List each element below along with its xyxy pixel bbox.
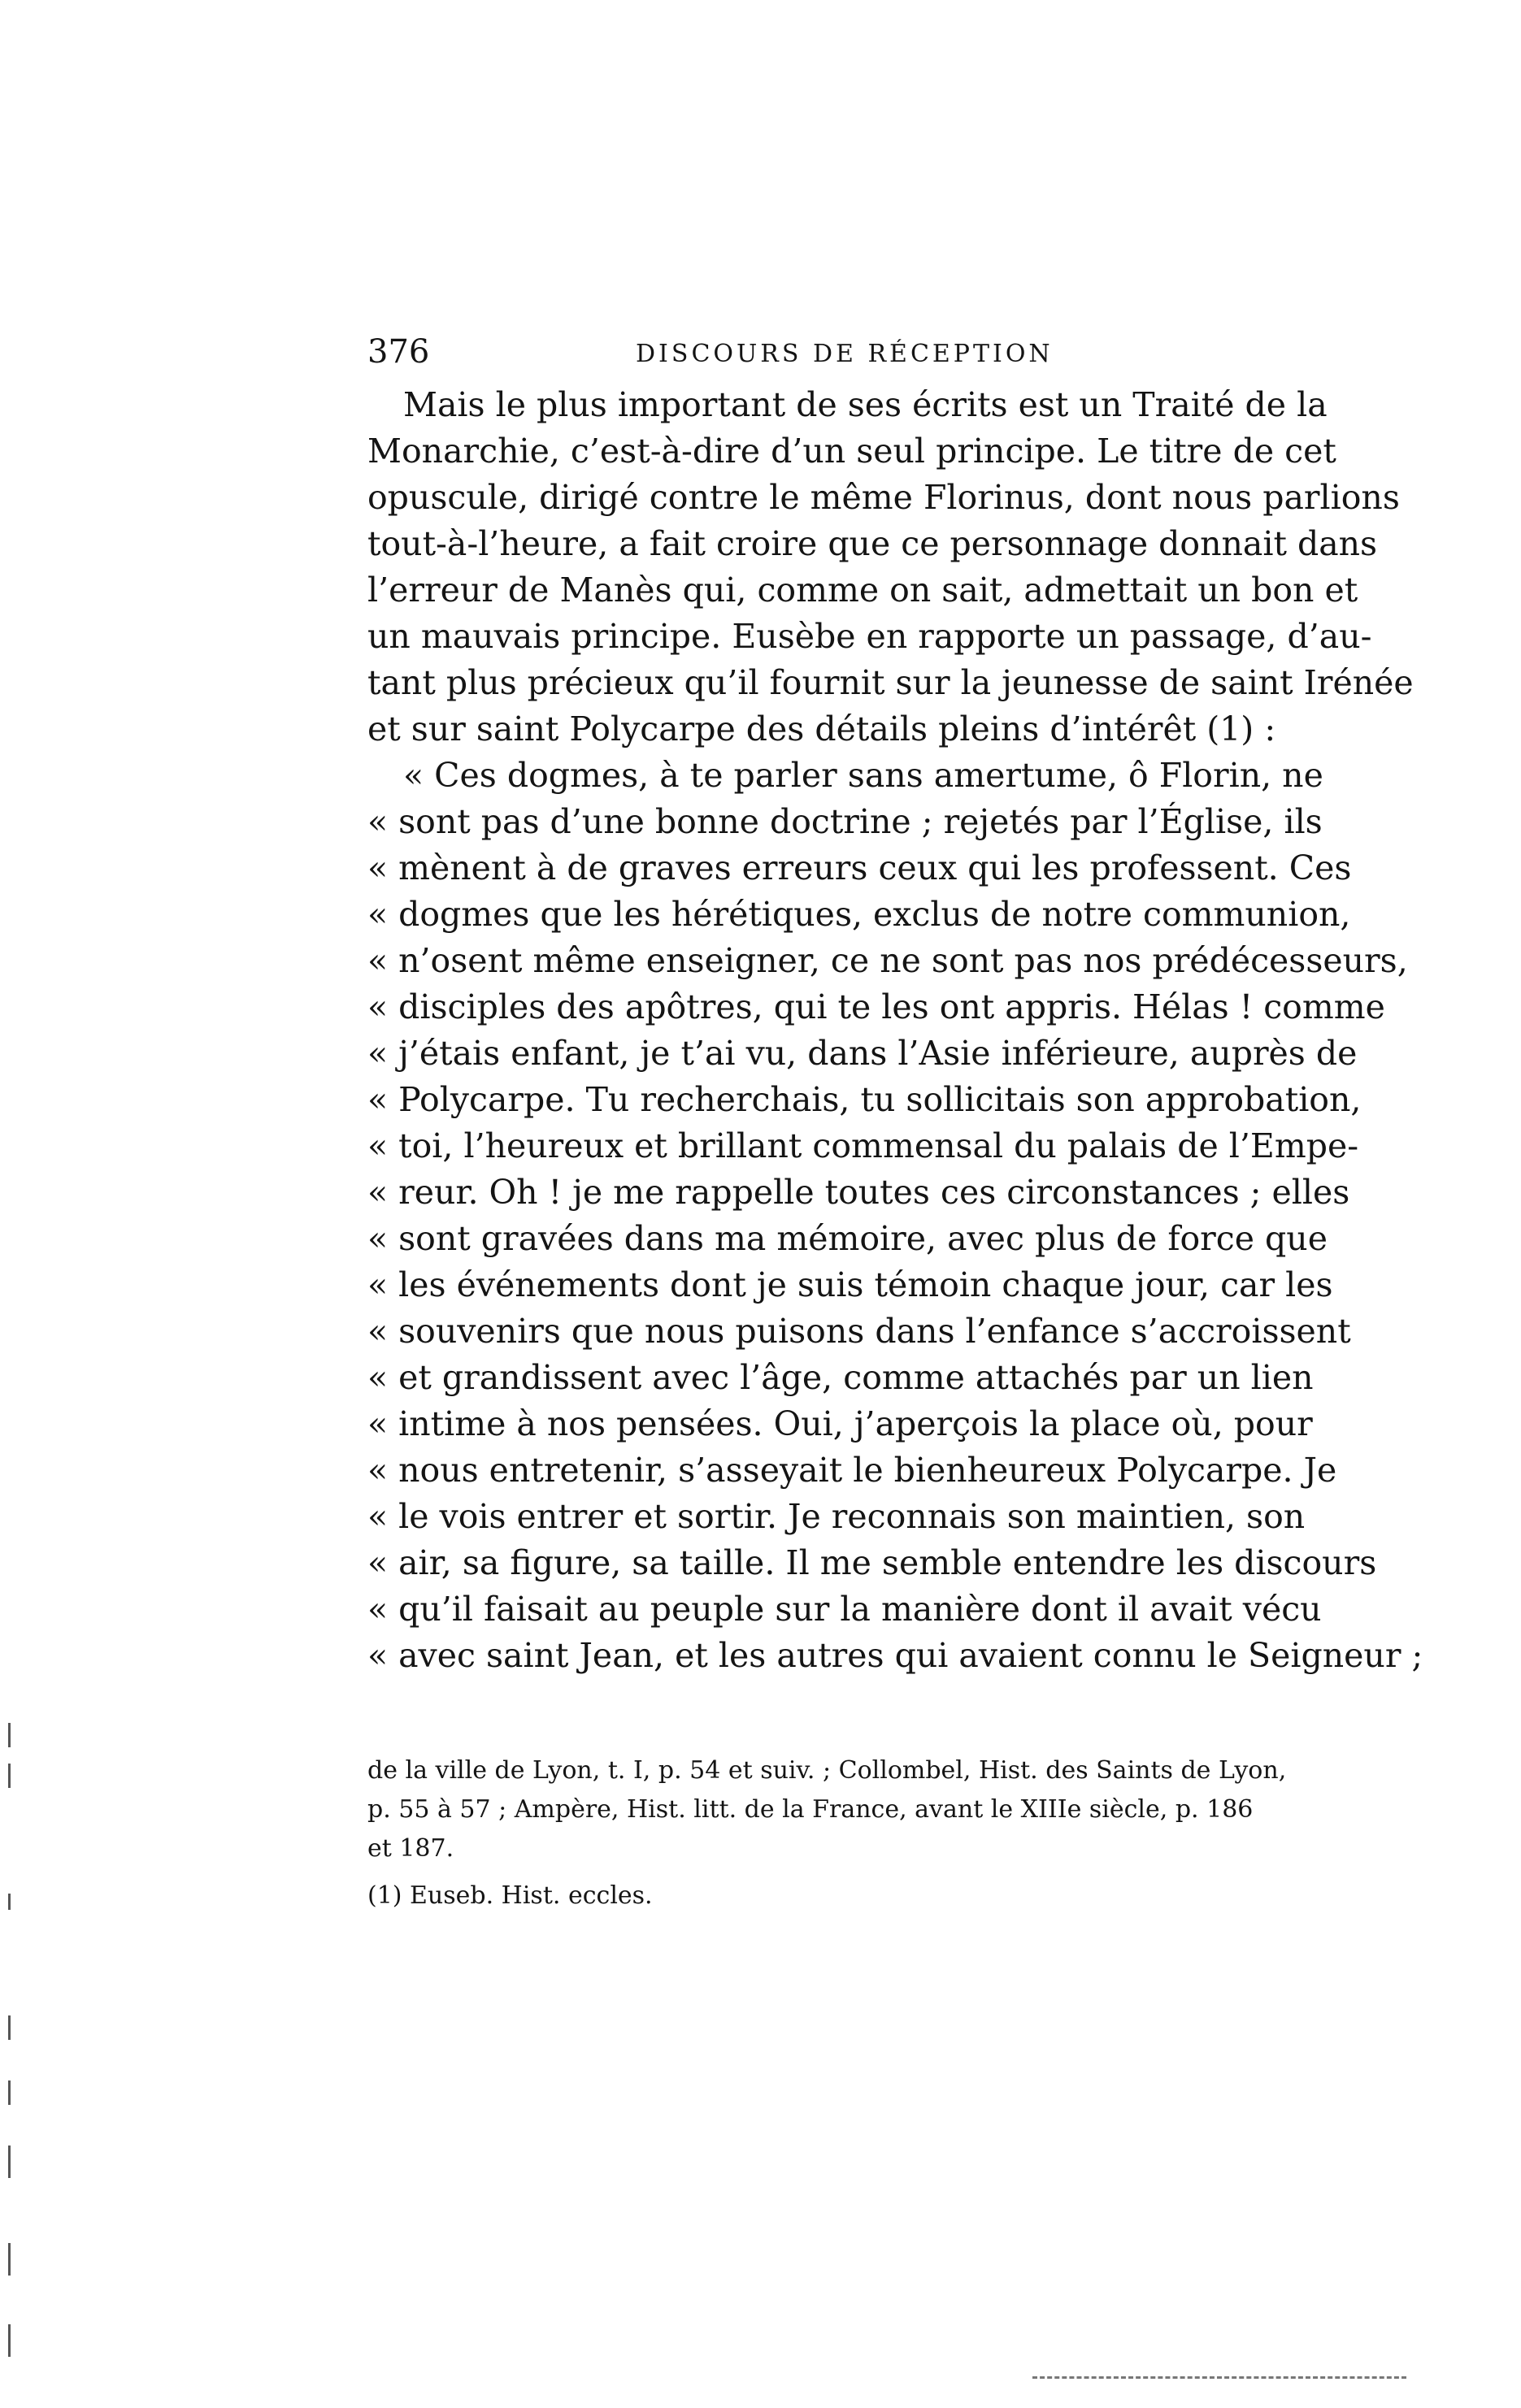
quote-line: « sont pas d’une bonne doctrine ; rejetés par l’Église, ils: [367, 802, 1323, 841]
scan-mark: [8, 2015, 11, 2040]
quote-line: « mènent à de graves erreurs ceux qui les professent. Ces: [367, 848, 1352, 887]
text-line: tant plus précieux qu’il fournit sur la jeunesse de saint Irénée: [367, 663, 1414, 702]
quote-line: « Polycarpe. Tu recherchais, tu sollicitais son approbation,: [367, 1080, 1362, 1119]
quote-line: « qu’il faisait au peuple sur la manière dont il avait vécu: [367, 1590, 1322, 1629]
running-title: DISCOURS DE RÉCEPTION: [636, 340, 1054, 368]
quote-line: « disciples des apôtres, qui te les ont appris. Hélas ! comme: [367, 987, 1385, 1026]
scan-mark: [8, 1894, 11, 1910]
quote-line: « n’osent même enseigner, ce ne sont pas nos prédécesseurs,: [367, 941, 1408, 980]
quote-line: « sont gravées dans ma mémoire, avec plus de force que: [367, 1219, 1328, 1258]
body-text: [367, 382, 1423, 1679]
footnote-1: (1) Euseb. Hist. eccles.: [367, 1881, 653, 1910]
scan-mark: [8, 2243, 11, 2276]
quote-line: « avec saint Jean, et les autres qui avaient connu le Seigneur ;: [367, 1636, 1423, 1675]
scan-mark: [8, 2080, 11, 2105]
text-line: et sur saint Polycarpe des détails pleins d’intérêt (1) :: [367, 709, 1276, 748]
quote-line: « reur. Oh ! je me rappelle toutes ces circonstances ; elles: [367, 1173, 1350, 1212]
quote-line: « le vois entrer et sortir. Je reconnais son maintien, son: [367, 1497, 1306, 1536]
quote-line: « et grandissent avec l’âge, comme attachés par un lien: [367, 1358, 1314, 1397]
quote-line: « air, sa figure, sa taille. Il me semble entendre les discours: [367, 1543, 1377, 1582]
footnotes: [367, 1751, 1287, 1916]
footnote-line: et 187.: [367, 1834, 454, 1863]
quote-line: « dogmes que les hérétiques, exclus de notre communion,: [367, 895, 1351, 934]
scan-mark: [8, 1723, 11, 1747]
scan-mark: [8, 1764, 11, 1788]
quote-line: « toi, l’heureux et brillant commensal du palais de l’Empe-: [367, 1126, 1359, 1165]
text-line: Mais le plus important de ses écrits est un Traité de la: [403, 385, 1328, 424]
text-line: opuscule, dirigé contre le même Florinus, dont nous parlions: [367, 478, 1400, 517]
scan-mark: [8, 2146, 11, 2178]
quote-line: « les événements dont je suis témoin chaque jour, car les: [367, 1265, 1333, 1304]
scan-rule: [1032, 2376, 1406, 2379]
text-line: Monarchie, c’est-à-dire d’un seul principe. Le titre de cet: [367, 432, 1336, 471]
text-line: l’erreur de Manès qui, comme on sait, admettait un bon et: [367, 571, 1358, 610]
scan-mark: [8, 2324, 11, 2357]
quote-line: « j’étais enfant, je t’ai vu, dans l’Asie inférieure, auprès de: [367, 1034, 1358, 1073]
quote-line: « souvenirs que nous puisons dans l’enfance s’accroissent: [367, 1312, 1351, 1351]
quote-line: « nous entretenir, s’asseyait le bienheureux Polycarpe. Je: [367, 1451, 1337, 1490]
quote-line: « Ces dogmes, à te parler sans amertume, ô Florin, ne: [403, 756, 1323, 795]
text-line: un mauvais principe. Eusèbe en rapporte un passage, d’au-: [367, 617, 1372, 656]
footnote-line: p. 55 à 57 ; Ampère, Hist. litt. de la France, avant le XIIIe siècle, p. 186: [367, 1795, 1254, 1824]
quote-line: « intime à nos pensées. Oui, j’aperçois la place où, pour: [367, 1404, 1313, 1443]
page-number: 376: [367, 333, 430, 371]
text-line: tout-à-l’heure, a fait croire que ce personnage donnait dans: [367, 524, 1378, 563]
running-head: [367, 333, 1237, 382]
footnote-line: de la ville de Lyon, t. I, p. 54 et suiv. ; Collombel, Hist. des Saints de Lyon,: [367, 1756, 1287, 1785]
